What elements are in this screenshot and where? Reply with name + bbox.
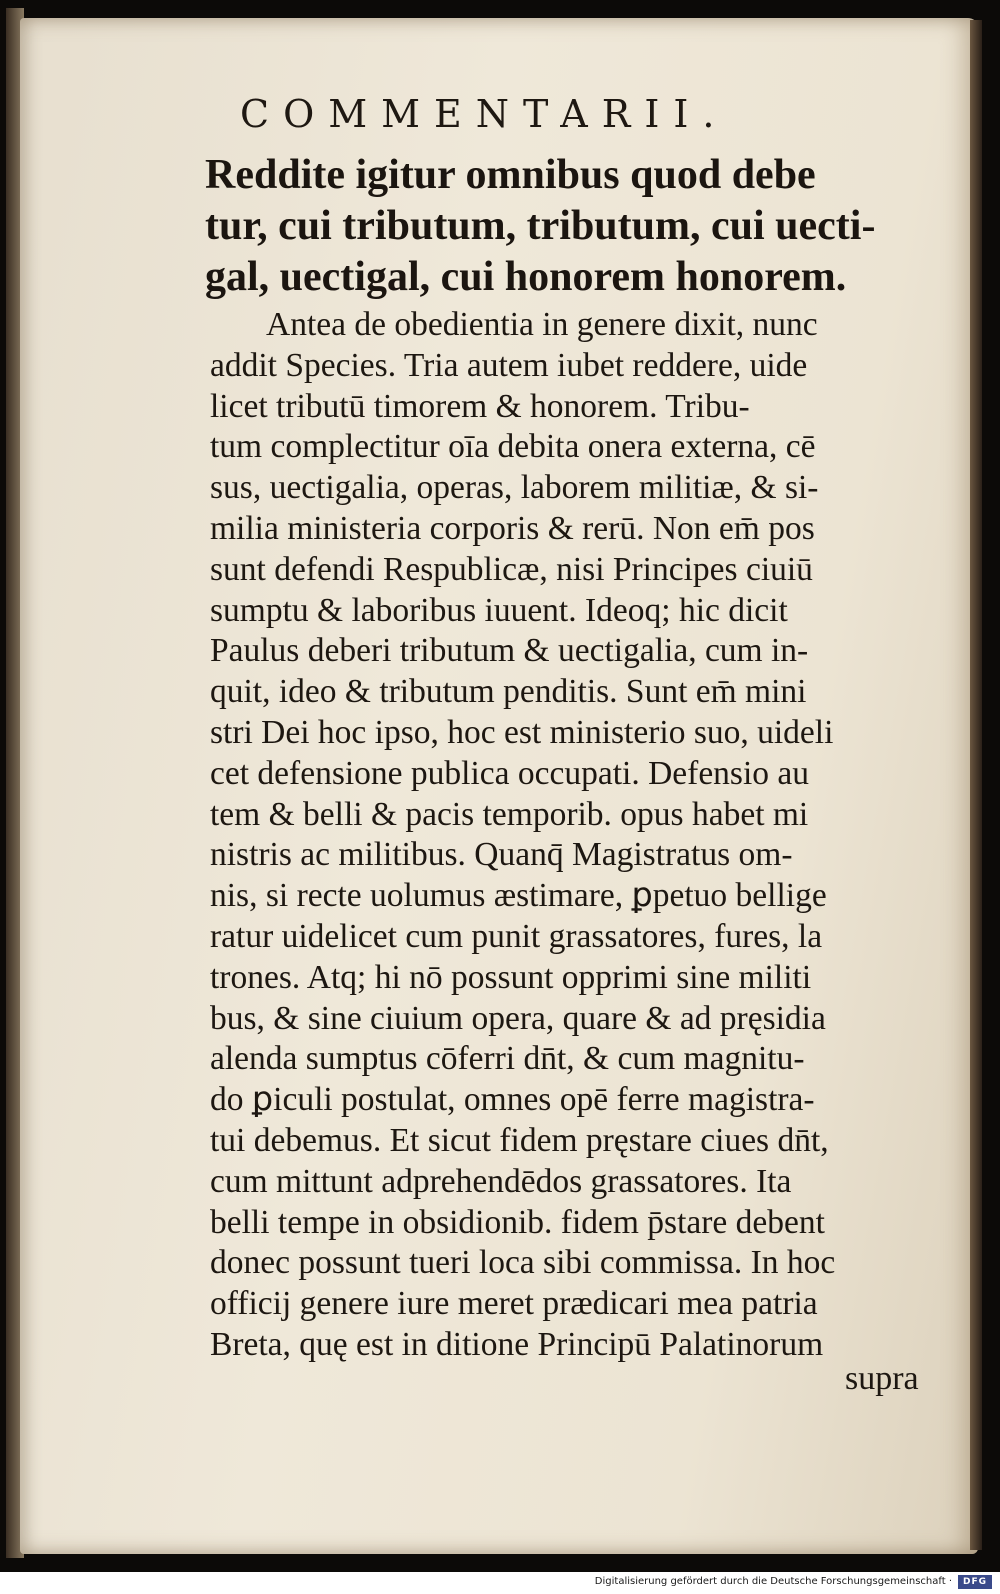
text-line: belli tempe in obsidionib. fidem p̄stare debent <box>210 1203 825 1241</box>
text-line: Antea de obedientia in genere dixit, nunc <box>266 306 818 343</box>
text-line: tui debemus. Et sicut fidem pręstare ciues dn̄t, <box>210 1121 829 1159</box>
text-line: tem & belli & pacis temporib. opus habet mi <box>210 795 809 833</box>
verse-heading-line: Reddite igitur omnibus quod debe <box>205 152 816 198</box>
text-line: nistris ac militibus. Quanq̄ Magistratus om- <box>210 836 793 874</box>
running-head: COMMENTARII. <box>240 92 729 136</box>
text-line: tum complectitur oīa debita onera externa, cē <box>210 428 816 466</box>
verse-heading-line: gal, uectigal, cui honorem honorem. <box>205 254 847 300</box>
text-line: officij genere iure meret prædicari mea patria <box>210 1285 818 1323</box>
text-line: do ꝑiculi postulat, omnes opē ferre magistra- <box>210 1081 815 1119</box>
text-line: cum mittunt adprehendēdos grassatores. Ita <box>210 1162 792 1200</box>
commentary-text <box>210 305 970 1366</box>
verse-heading-line: tur, cui tributum, tributum, cui uecti- <box>205 203 876 249</box>
text-line: quit, ideo & tributum penditis. Sunt em̄ mini <box>210 673 807 711</box>
text-line: addit Species. Tria autem iubet reddere, uide <box>210 346 808 384</box>
text-line: trones. Atq; hi nō possunt opprimi sine militi <box>210 958 812 996</box>
text-line: alenda sumptus cōferri dn̄t, & cum magnitu- <box>210 1040 805 1078</box>
text-line: licet tributū timorem & honorem. Tribu- <box>210 387 750 425</box>
text-line: ratur uidelicet cum punit grassatores, fures, la <box>210 917 823 955</box>
catchword: supra <box>845 1360 919 1397</box>
text-line: milia ministeria corporis & rerū. Non em̄ pos <box>210 509 815 547</box>
text-line: stri Dei hoc ipso, hoc est ministerio suo, uideli <box>210 713 834 751</box>
text-line: donec possunt tueri loca sibi commissa. In hoc <box>210 1244 836 1282</box>
text-line: sumptu & laboribus iuuent. Ideoq; hic dicit <box>210 591 788 629</box>
text-line: bus, & sine ciuium opera, quare & ad pręsidia <box>210 999 826 1037</box>
text-line: sus, uectigalia, operas, laborem militiæ, & si- <box>210 469 819 507</box>
verse-heading <box>205 150 965 303</box>
page-fore-edge <box>970 20 982 1550</box>
text-line: sunt defendi Respublicæ, nisi Principes ciuiū <box>210 550 813 588</box>
text-line: cet defensione publica occupati. Defensio au <box>210 754 810 792</box>
text-line: nis, si recte uolumus æstimare, ꝑpetuo bellige <box>210 877 827 915</box>
dfg-logo: DFG <box>958 1575 992 1589</box>
footer-bar <box>0 1572 1000 1594</box>
funding-credit: Digitalisierung gefördert durch die Deutsche Forschungsgemeinschaft · <box>594 1576 952 1587</box>
text-line: Paulus deberi tributum & uectigalia, cum in- <box>210 632 809 670</box>
text-line: Breta, quę est in ditione Principū Palatinorum <box>210 1325 824 1363</box>
